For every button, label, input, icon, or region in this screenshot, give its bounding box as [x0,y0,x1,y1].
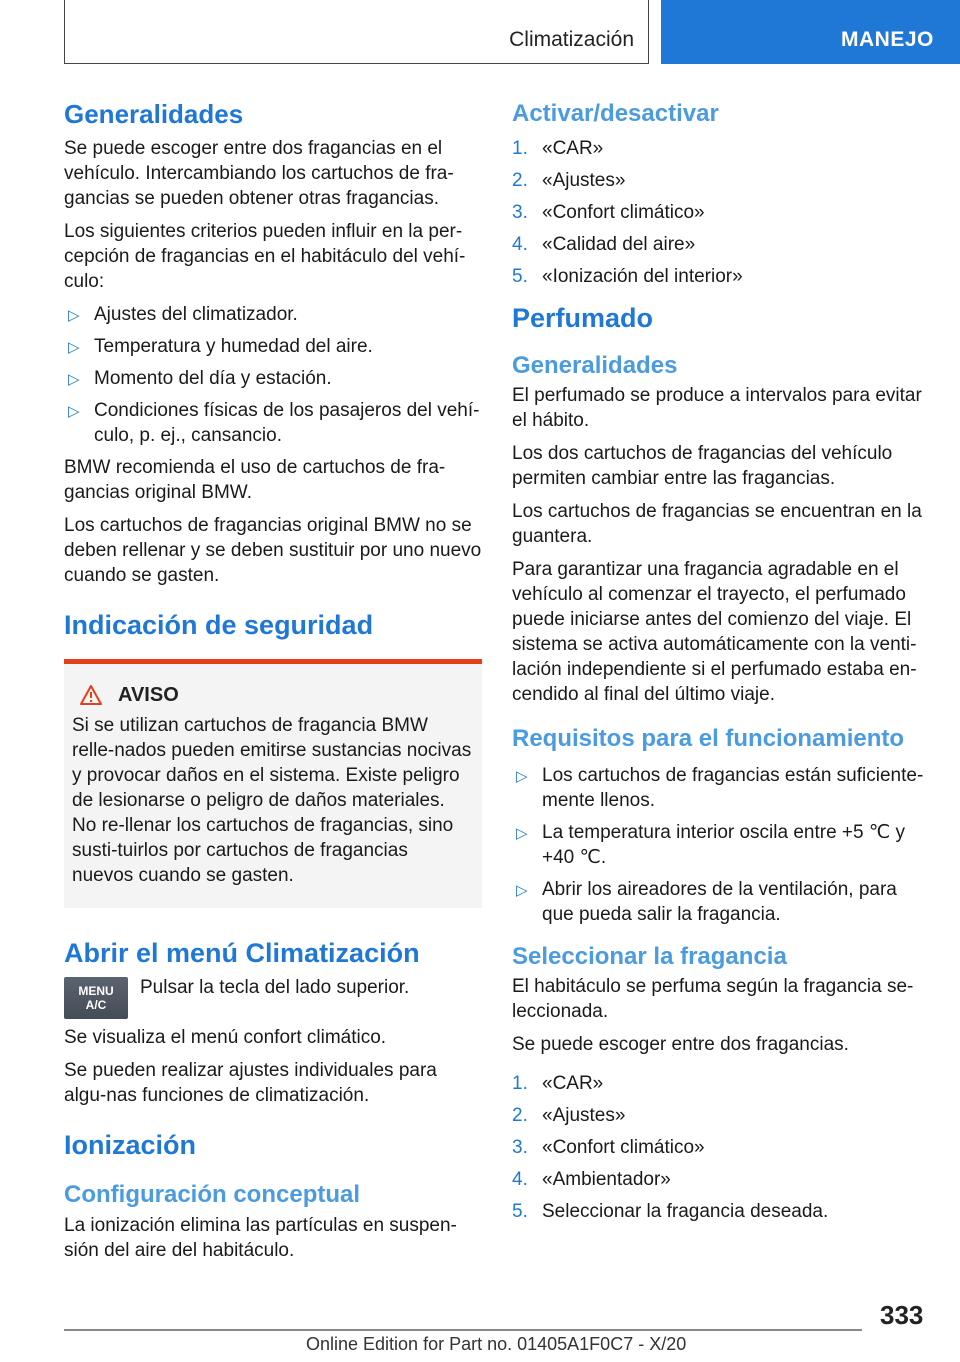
list-item: ▷ Los cartuchos de fragancias están suficiente‐mente llenos. [516,764,924,811]
subheading-configuracion: Configuración conceptual [64,1181,361,1209]
list-item: ▷ Momento del día y estación. [64,366,482,391]
requirements-list [512,763,932,927]
right-column [512,100,932,1231]
heading-menu: Abrir el menú Climatización [64,937,420,968]
list-item: 3. «Confort climático» [512,1137,705,1159]
footer-divider [64,1329,862,1331]
criteria-list [64,302,482,448]
paragraph: Se puede escoger entre dos fragancias en el vehículo. Intercambiando los cartuchos de fra‐gancias se pueden obtener otras fragancias. [64,137,454,209]
subheading-seleccionar: Seleccionar la fragancia [512,942,787,970]
list-item: 1. «CAR» [512,137,604,159]
header-section-box [64,0,649,64]
triangle-bullet-icon: ▷ [68,370,80,388]
menu-ac-button-icon: MENU A/C [64,977,128,1019]
list-item: 4. «Ambientador» [512,1169,671,1191]
page-number: 333 [880,1300,924,1330]
paragraph: Los dos cartuchos de fragancias del vehículo permiten cambiar entre las fragancias. [512,443,893,490]
warning-label: AVISO [118,683,179,706]
paragraph: Se visualiza el menú confort climático. [64,1026,387,1048]
triangle-bullet-icon: ▷ [68,306,80,324]
left-column [64,100,482,1271]
subheading-requisitos: Requisitos para el funcionamiento [512,725,905,753]
triangle-bullet-icon: ▷ [516,824,528,842]
warning-text: Si se utilizan cartuchos de fragancia BMW relle‐nados pueden emitirse sustancias nocivas y provocar daños en el sistema. Existe peligro de lesionarse o peligro de daños materiales. No re‐llenar los cartuchos de fragancias, sino susti‐tuirlos por cartuchos de fragancias nuevos cuando se gasten. [72,714,472,886]
paragraph: BMW recomienda el uso de cartuchos de fra‐gancias original BMW. [64,456,446,503]
section-title: Climatización [509,28,634,51]
list-item: ▷ Ajustes del climatizador. [64,302,482,327]
list-item: ▷ La temperatura interior oscila entre +5 ℃ y +40 ℃. [516,821,905,868]
triangle-bullet-icon: ▷ [516,767,528,785]
paragraph: Se pueden realizar ajustes individuales para algu‐nas funciones de climatización. [64,1059,437,1106]
paragraph: La ionización elimina las partículas en suspen‐sión del aire del habitáculo. [64,1214,457,1261]
paragraph: El habitáculo se perfuma según la fragancia se‐leccionada. [512,976,914,1023]
list-item: 5. «Ionización del interior» [512,265,743,287]
list-item: ▷ Condiciones físicas de los pasajeros del vehí‐culo, p. ej., cansancio. [68,399,480,446]
paragraph: Se puede escoger entre dos fragancias. [512,1034,849,1056]
paragraph: Para garantizar una fragancia agradable en el vehículo al comenzar el trayecto, el perfumado puede iniciarse antes del comienzo del viaje. El sistema se activa automáticamente con la venti‐lación independiente si el perfumado estaba en‐cendido al final del último viaje. [512,559,917,706]
subheading-generalidades: Generalidades [512,351,678,379]
triangle-bullet-icon: ▷ [68,338,80,356]
list-item: 3. «Confort climático» [512,201,705,223]
paragraph: Los cartuchos de fragancias original BMW no se deben rellenar y se deben sustituir por uno nuevo cuando se gasten. [64,514,482,586]
footer-edition: Online Edition for Part no. 01405A1F0C7 - X/20 [306,1334,687,1354]
heading-generalidades: Generalidades [64,99,244,129]
warning-header [72,684,474,707]
heading-activar: Activar/desactivar [512,100,719,127]
menu-instruction [64,975,482,1019]
triangle-bullet-icon: ▷ [68,402,80,420]
warning-triangle-icon [80,685,102,705]
paragraph: Pulsar la tecla del lado superior. [140,976,410,998]
triangle-bullet-icon: ▷ [516,881,528,899]
list-item: ▷ Temperatura y humedad del aire. [64,334,482,359]
list-item: 4. «Calidad del aire» [512,233,696,255]
paragraph: Los siguientes criterios pueden influir en la per‐cepción de fragancias en el habitáculo del vehí‐culo: [64,220,466,292]
list-item: 1. «CAR» [512,1073,604,1095]
paragraph: El perfumado se produce a intervalos para evitar el hábito. [512,385,922,432]
paragraph: Los cartuchos de fragancias se encuentran en la guantera. [512,501,922,548]
warning-box [64,659,482,908]
list-item: 2. «Ajustes» [512,1105,626,1127]
chapter-tab[interactable] [661,0,960,64]
list-item: 2. «Ajustes» [512,169,626,191]
list-item: 5. Seleccionar la fragancia deseada. [512,1201,829,1223]
heading-ionizacion: Ionización [64,1129,197,1160]
select-steps [512,1071,932,1224]
heading-safety: Indicación de seguridad [64,609,374,640]
activate-steps [512,136,932,289]
heading-perfumado: Perfumado [512,302,654,333]
list-item: ▷ Abrir los aireadores de la ventilación, para que pueda salir la fragancia. [516,878,897,925]
chapter-tab-label: MANEJO [841,28,934,51]
